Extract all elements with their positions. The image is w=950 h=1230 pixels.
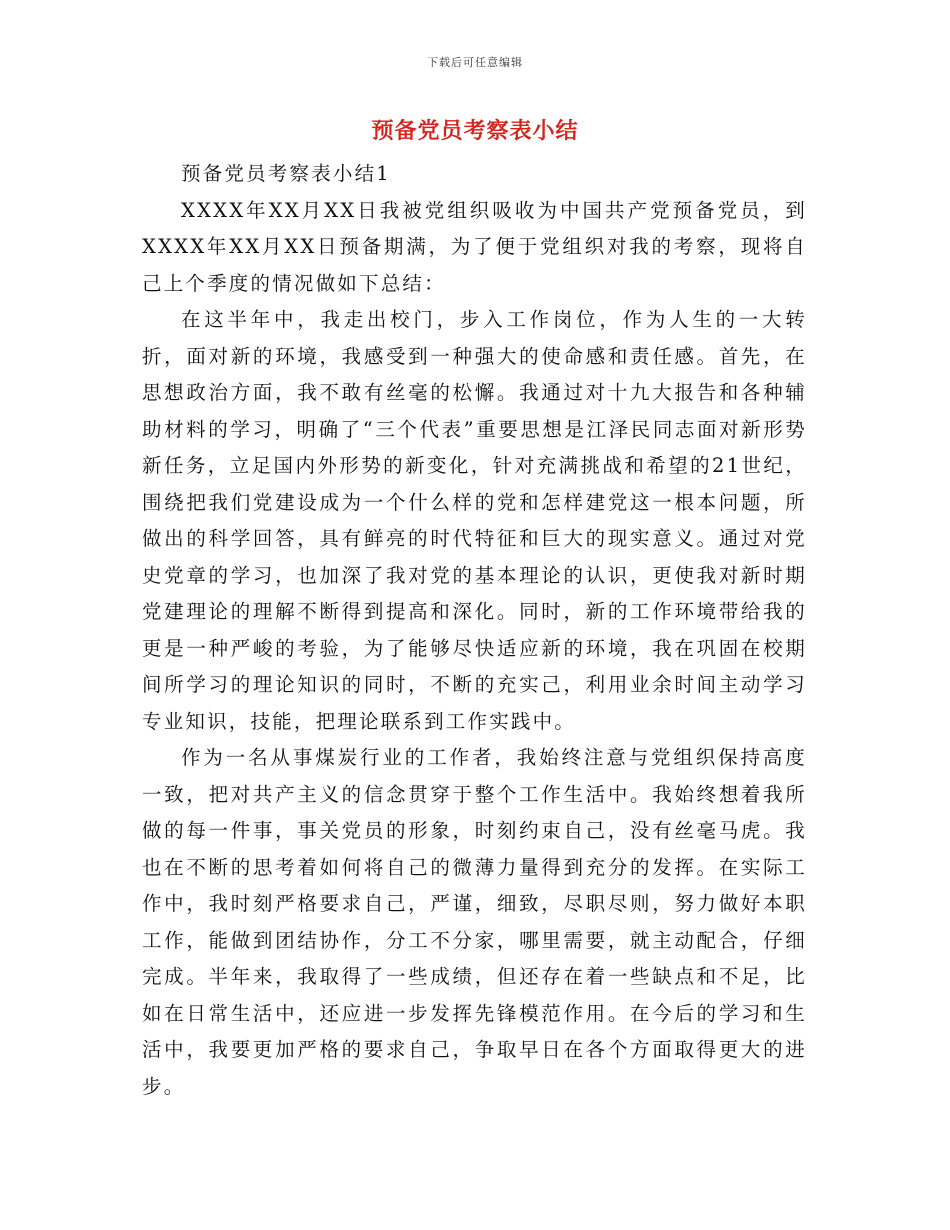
header-note: 下载后可任意编辑 [427,56,523,69]
paragraph-intro: XXXX年XX月XX日我被党组织吸收为中国共产党预备党员，到XXXX年XX月XX日预备期满，为了便于党组织对我的考察，现将自己上个季度的情况做如下总结： [142,198,807,295]
paragraph-study: 在这半年中，我走出校门，步入工作岗位，作为人生的一大转折，面对新的环境，我感受到一种强大的使命感和责任感。首先，在思想政治方面，我不敢有丝毫的松懈。我通过对十九大报告和各种辅助材料的学习，明确了“三个代表”重要思想是江泽民同志面对新形势新任务，立足国内外形势的新变化，针对充满挑战和希望的21世纪，围绕把我们党建设成为一个什么样的党和怎样建党这一根本问题，所做出的科学回答，具有鲜亮的时代特征和巨大的现实意义。通过对党史党章的学习，也加深了我对党的基本理论的认识，更使我对新时期党建理论的理解不断得到提高和深化。同时，新的工作环境带给我的更是一种严峻的考验，为了能够尽快适应新的环境，我在巩固在校期间所学习的理论知识的同时，不断的充实己，利用业余时间主动学习专业知识，技能，把理论联系到工作实践中。 [142,308,807,733]
document-body [142,156,807,1105]
section-heading: 预备党员考察表小结1 [181,162,391,185]
document-title: 预备党员考察表小结 [371,118,579,144]
paragraph-work: 作为一名从事煤炭行业的工作者，我始终注意与党组织保持高度一致，把对共产主义的信念贯穿于整个工作生活中。我始终想着我所做的每一件事，事关党员的形象，时刻约束自己，没有丝毫马虎。我也在不断的思考着如何将自己的微薄力量得到充分的发挥。在实际工作中，我时刻严格要求自己，严谨，细致，尽职尽则，努力做好本职工作，能做到团结协作，分工不分家，哪里需要，就主动配合，仔细完成。半年来，我取得了一些成绩，但还存在着一些缺点和不足，比如在日常生活中，还应进一步发挥先锋模范作用。在今后的学习和生活中，我要更加严格的要求自己，争取早日在各个方面取得更大的进步。 [142,746,807,1098]
